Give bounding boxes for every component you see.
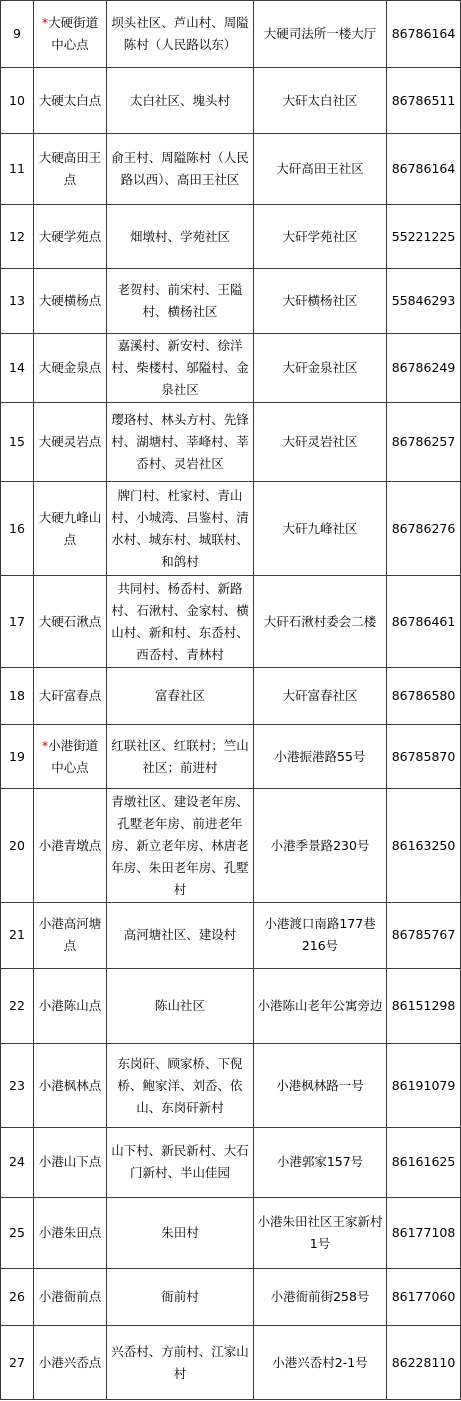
row-number: 21 xyxy=(1,903,34,968)
phone-number: 86786461 xyxy=(387,576,461,668)
row-number: 17 xyxy=(1,576,34,668)
service-point-name xyxy=(34,68,107,133)
address: 小港渡口南路177巷216号 xyxy=(254,903,387,968)
service-point-name xyxy=(34,968,107,1044)
service-point-name xyxy=(34,205,107,268)
coverage-area: 牌门村、杜家村、青山村、小城湾、吕鉴村、清水村、城东村、城联村、和鸽村 xyxy=(107,482,254,576)
table-row xyxy=(1,268,461,333)
coverage-area: 兴岙村、方前村、江家山村 xyxy=(107,1326,254,1400)
coverage-area: 共同村、杨岙村、新路村、石湫村、金家村、横山村、新和村、东岙村、西岙村、青林村 xyxy=(107,576,254,668)
table-row xyxy=(1,968,461,1044)
table-row xyxy=(1,668,461,725)
service-point-name xyxy=(34,1044,107,1128)
row-number: 18 xyxy=(1,668,34,725)
phone-number: 86161625 xyxy=(387,1128,461,1197)
service-point-name xyxy=(34,668,107,725)
address: 大矸金泉社区 xyxy=(254,334,387,402)
service-point-label: 大硬街道中心点 xyxy=(48,15,99,53)
table-row xyxy=(1,576,461,668)
address: 大矸学苑社区 xyxy=(254,205,387,268)
table-row xyxy=(1,725,461,788)
row-number: 11 xyxy=(1,133,34,205)
table-row xyxy=(1,205,461,268)
service-point-name xyxy=(34,268,107,333)
phone-number: 86177060 xyxy=(387,1269,461,1326)
phone-number: 86177108 xyxy=(387,1197,461,1269)
row-number: 20 xyxy=(1,788,34,902)
coverage-area: 山下村、新民新村、大石门新村、半山佳园 xyxy=(107,1128,254,1197)
table-row xyxy=(1,1197,461,1269)
address: 小港陈山老年公寓旁边 xyxy=(254,968,387,1044)
table-row xyxy=(1,482,461,576)
address: 大矸九峰社区 xyxy=(254,482,387,576)
phone-number: 86163250 xyxy=(387,788,461,902)
service-point-name xyxy=(34,725,107,788)
address: 小港季景路230号 xyxy=(254,788,387,902)
coverage-area: 坝头社区、芦山村、周隘陈村（人民路以东） xyxy=(107,1,254,68)
coverage-area: 老贺村、前宋村、王隘村、横杨社区 xyxy=(107,268,254,333)
service-point-label: 小港衙前点 xyxy=(38,1289,102,1305)
row-number: 16 xyxy=(1,482,34,576)
service-point-name xyxy=(34,788,107,902)
service-point-label: 小港青墩点 xyxy=(38,837,102,853)
service-point-label: 大硬学苑点 xyxy=(38,228,102,244)
phone-number: 86786580 xyxy=(387,668,461,725)
phone-number: 55221225 xyxy=(387,205,461,268)
coverage-area: 青墩社区、建设老年房、孔墅老年房、前进老年房、新立老年房、林唐老年房、朱田老年房、孔墅村 xyxy=(107,788,254,902)
service-point-label: 小港山下点 xyxy=(38,1154,102,1170)
row-number: 23 xyxy=(1,1044,34,1128)
service-point-name xyxy=(34,1326,107,1400)
coverage-area: 衙前村 xyxy=(107,1269,254,1326)
service-point-label: 小港街道中心点 xyxy=(48,737,99,775)
service-point-label: 大硬横杨点 xyxy=(38,292,102,308)
phone-number: 86228110 xyxy=(387,1326,461,1400)
phone-number: 86151298 xyxy=(387,968,461,1044)
row-number: 19 xyxy=(1,725,34,788)
row-number: 24 xyxy=(1,1128,34,1197)
address: 小港朱田社区王家新村1号 xyxy=(254,1197,387,1269)
coverage-area: 俞王村、周隘陈村（人民路以西）、高田王社区 xyxy=(107,133,254,205)
row-number: 27 xyxy=(1,1326,34,1400)
address: 小港衙前街258号 xyxy=(254,1269,387,1326)
row-number: 22 xyxy=(1,968,34,1044)
table-row xyxy=(1,1128,461,1197)
service-point-label: 大硬金泉点 xyxy=(38,359,102,375)
coverage-area: 嘉溪村、新安村、徐洋村、柴楼村、邬隘村、金泉社区 xyxy=(107,334,254,402)
asterisk-marker: * xyxy=(41,15,49,31)
phone-number: 86786249 xyxy=(387,334,461,402)
table-row xyxy=(1,1326,461,1400)
table-row xyxy=(1,1269,461,1326)
address: 小港枫林路一号 xyxy=(254,1044,387,1128)
table-row xyxy=(1,133,461,205)
coverage-area: 富春社区 xyxy=(107,668,254,725)
table-row xyxy=(1,334,461,402)
coverage-area: 太白社区、塊头村 xyxy=(107,68,254,133)
service-point-name xyxy=(34,133,107,205)
table-body xyxy=(1,1,461,1400)
table-row xyxy=(1,788,461,902)
coverage-area: 陈山社区 xyxy=(107,968,254,1044)
service-point-name xyxy=(34,1197,107,1269)
service-point-label: 小港高河塘点 xyxy=(38,916,102,954)
row-number: 9 xyxy=(1,1,34,68)
phone-number: 86786164 xyxy=(387,133,461,205)
phone-number: 86785767 xyxy=(387,903,461,968)
service-point-label: 小港陈山点 xyxy=(38,997,102,1013)
phone-number: 86786257 xyxy=(387,402,461,482)
service-point-name xyxy=(34,1,107,68)
row-number: 25 xyxy=(1,1197,34,1269)
address: 大矸横杨社区 xyxy=(254,268,387,333)
coverage-area: 璎珞村、林头方村、先锋村、湖塘村、莘峰村、莘岙村、灵岩社区 xyxy=(107,402,254,482)
service-point-label: 小港兴岙点 xyxy=(38,1354,102,1370)
address: 大矸太白社区 xyxy=(254,68,387,133)
service-point-name xyxy=(34,482,107,576)
asterisk-marker: * xyxy=(41,737,49,753)
row-number: 15 xyxy=(1,402,34,482)
service-point-name xyxy=(34,334,107,402)
coverage-area: 畑墩村、学苑社区 xyxy=(107,205,254,268)
service-point-label: 大硬九峰山点 xyxy=(38,509,102,547)
row-number: 10 xyxy=(1,68,34,133)
table-row xyxy=(1,68,461,133)
service-point-name xyxy=(34,1128,107,1197)
service-point-label: 大硬太白点 xyxy=(38,92,102,108)
coverage-area: 东岗矸、顾家桥、下倪桥、鲍家洋、刘岙、依山、东岗矸新村 xyxy=(107,1044,254,1128)
row-number: 13 xyxy=(1,268,34,333)
address: 大矸石湫村委会二楼 xyxy=(254,576,387,668)
coverage-area: 高河塘社区、建设村 xyxy=(107,903,254,968)
address: 大矸高田王社区 xyxy=(254,133,387,205)
service-point-label: 大硬高田王点 xyxy=(38,150,102,188)
service-point-name xyxy=(34,903,107,968)
phone-number: 86191079 xyxy=(387,1044,461,1128)
table-row xyxy=(1,402,461,482)
row-number: 14 xyxy=(1,334,34,402)
service-point-label: 大矸富春点 xyxy=(38,688,102,704)
table-row xyxy=(1,1044,461,1128)
service-point-name xyxy=(34,1269,107,1326)
table-row xyxy=(1,903,461,968)
phone-number: 86786276 xyxy=(387,482,461,576)
service-point-label: 大硬石湫点 xyxy=(38,613,102,629)
service-point-label: 大硬灵岩点 xyxy=(38,433,102,449)
service-point-name xyxy=(34,576,107,668)
address: 小港郭家157号 xyxy=(254,1128,387,1197)
address: 小港兴岙村2-1号 xyxy=(254,1326,387,1400)
phone-number: 86785870 xyxy=(387,725,461,788)
address: 大硬司法所一楼大厅 xyxy=(254,1,387,68)
address: 大矸灵岩社区 xyxy=(254,402,387,482)
service-point-name xyxy=(34,402,107,482)
coverage-area: 朱田村 xyxy=(107,1197,254,1269)
row-number: 12 xyxy=(1,205,34,268)
phone-number: 55846293 xyxy=(387,268,461,333)
address: 大矸富春社区 xyxy=(254,668,387,725)
phone-number: 86786511 xyxy=(387,68,461,133)
service-point-label: 小港朱田点 xyxy=(38,1224,102,1240)
row-number: 26 xyxy=(1,1269,34,1326)
phone-number: 86786164 xyxy=(387,1,461,68)
address: 小港振港路55号 xyxy=(254,725,387,788)
coverage-area: 红联社区、红联村；竺山社区；前进村 xyxy=(107,725,254,788)
service-point-label: 小港枫林点 xyxy=(38,1077,102,1093)
table-row xyxy=(1,1,461,68)
